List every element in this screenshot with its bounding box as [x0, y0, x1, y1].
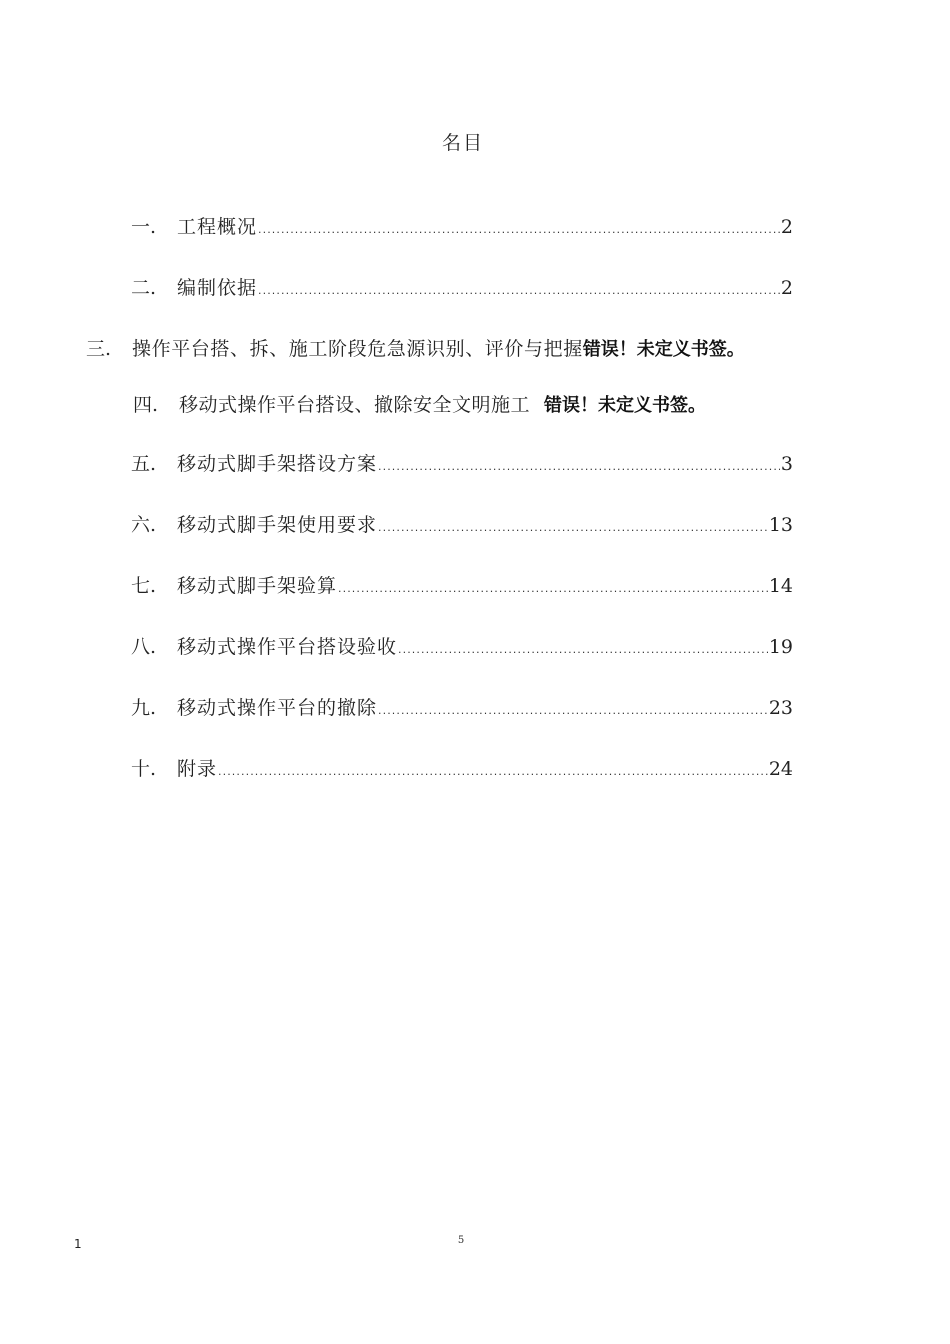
dot-leader — [378, 521, 768, 534]
toc-entry[interactable] — [131, 693, 793, 719]
toc-entry-label: 编制依据 — [177, 277, 258, 299]
toc-entry-number: 十. — [131, 758, 157, 780]
toc-entry[interactable] — [131, 273, 793, 299]
toc-entry-page: 13 — [768, 514, 793, 536]
toc-entry-label: 移动式脚手架验算 — [177, 575, 338, 597]
footer-left-number: 1 — [74, 1237, 82, 1251]
toc-entry-number: 四. — [133, 394, 159, 416]
dot-leader — [378, 704, 768, 717]
toc-entry[interactable] — [86, 334, 745, 360]
toc-entry-number: 五. — [131, 453, 157, 475]
dot-leader — [258, 284, 780, 297]
bookmark-error-text: 错误！未定义书签。 — [582, 339, 745, 360]
toc-entry[interactable] — [131, 510, 793, 536]
toc-entry-page: 2 — [780, 216, 793, 238]
toc-entry-number: 一. — [131, 216, 157, 238]
toc-entry[interactable] — [131, 632, 793, 658]
toc-entry[interactable] — [133, 390, 706, 416]
toc-entry-label: 移动式操作平台的撤除 — [177, 697, 378, 719]
toc-entry-page: 23 — [768, 697, 793, 719]
toc-entry-number: 九. — [131, 697, 157, 719]
toc-entry-label: 移动式脚手架使用要求 — [177, 514, 378, 536]
toc-entry[interactable] — [131, 212, 793, 238]
toc-entry-label: 工程概况 — [177, 216, 258, 238]
toc-entry-page: 14 — [768, 575, 793, 597]
toc-entry-number: 七. — [131, 575, 157, 597]
toc-entry-label: 附录 — [177, 758, 218, 780]
toc-entry-label: 操作平台搭、拆、施工阶段危急源识别、评价与把握 — [132, 338, 583, 360]
toc-entry-number: 六. — [131, 514, 157, 536]
toc-entry-page: 2 — [780, 277, 793, 299]
dot-leader — [218, 765, 768, 778]
page-title: 名目 — [441, 132, 484, 154]
toc-entry-page: 24 — [768, 758, 793, 780]
dot-leader — [258, 223, 780, 236]
toc-entry-label: 移动式操作平台搭设验收 — [177, 636, 398, 658]
dot-leader — [378, 460, 780, 473]
page-number: 5 — [457, 1235, 465, 1246]
toc-entry-number: 八. — [131, 636, 157, 658]
dot-leader — [398, 643, 768, 656]
dot-leader — [338, 582, 768, 595]
toc-entry-page: 3 — [780, 453, 793, 475]
toc-entry[interactable] — [131, 571, 793, 597]
toc-entry-number: 三. — [86, 338, 112, 360]
toc-entry[interactable] — [131, 449, 793, 475]
toc-entry-number: 二. — [131, 277, 157, 299]
bookmark-error-text: 错误！未定义书签。 — [544, 395, 707, 416]
toc-entry-label: 移动式脚手架搭设方案 — [177, 453, 378, 475]
toc-entry-page: 19 — [768, 636, 793, 658]
toc-entry[interactable] — [131, 754, 793, 780]
toc-entry-label: 移动式操作平台搭设、撤除安全文明施工 — [179, 394, 531, 416]
